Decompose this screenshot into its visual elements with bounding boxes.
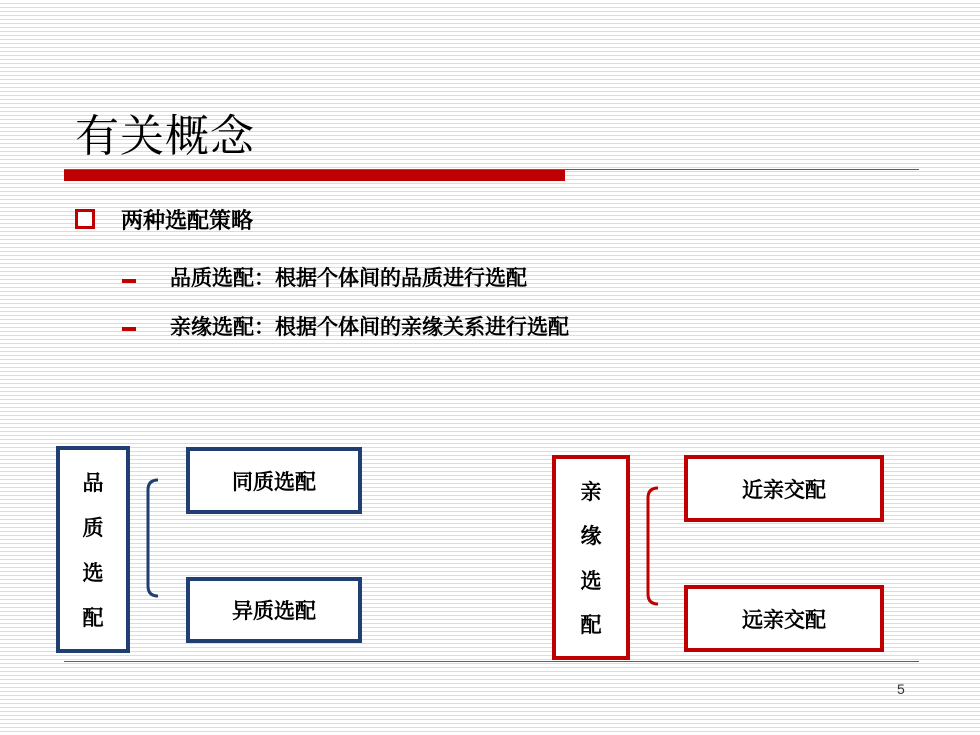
- sub-item-kinship: 亲缘选配：根据个体间的亲缘关系进行选配: [170, 314, 569, 339]
- close-inbreeding-box: 近亲交配: [684, 455, 884, 522]
- vertical-char: 质: [82, 515, 104, 541]
- left-brace-icon: [140, 478, 164, 598]
- vertical-char: 缘: [580, 523, 602, 549]
- title-accent-bar: [64, 170, 565, 181]
- page-number: 5: [897, 681, 905, 697]
- dash-bullet-icon: [122, 327, 136, 331]
- distant-crossing-box: 远亲交配: [684, 585, 884, 652]
- sub-item-quality: 品质选配：根据个体间的品质进行选配: [170, 265, 527, 290]
- homogamy-box: 同质选配: [186, 447, 362, 514]
- vertical-char: 品: [82, 470, 104, 496]
- main-bullet-text: 两种选配策略: [121, 208, 254, 234]
- right-brace-icon: [640, 486, 664, 606]
- vertical-char: 选: [580, 567, 602, 593]
- vertical-char: 亲: [580, 479, 602, 505]
- quality-mating-box: [56, 446, 130, 653]
- heterogamy-box: 异质选配: [186, 577, 362, 643]
- vertical-char: 选: [82, 559, 104, 585]
- vertical-char: 配: [580, 611, 602, 637]
- dash-bullet-icon: [122, 279, 136, 283]
- footer-rule: [64, 661, 919, 662]
- slide-title: 有关概念: [75, 111, 255, 162]
- vertical-char: 配: [82, 604, 104, 630]
- kinship-mating-box: [552, 455, 630, 660]
- square-bullet-icon: [75, 209, 95, 229]
